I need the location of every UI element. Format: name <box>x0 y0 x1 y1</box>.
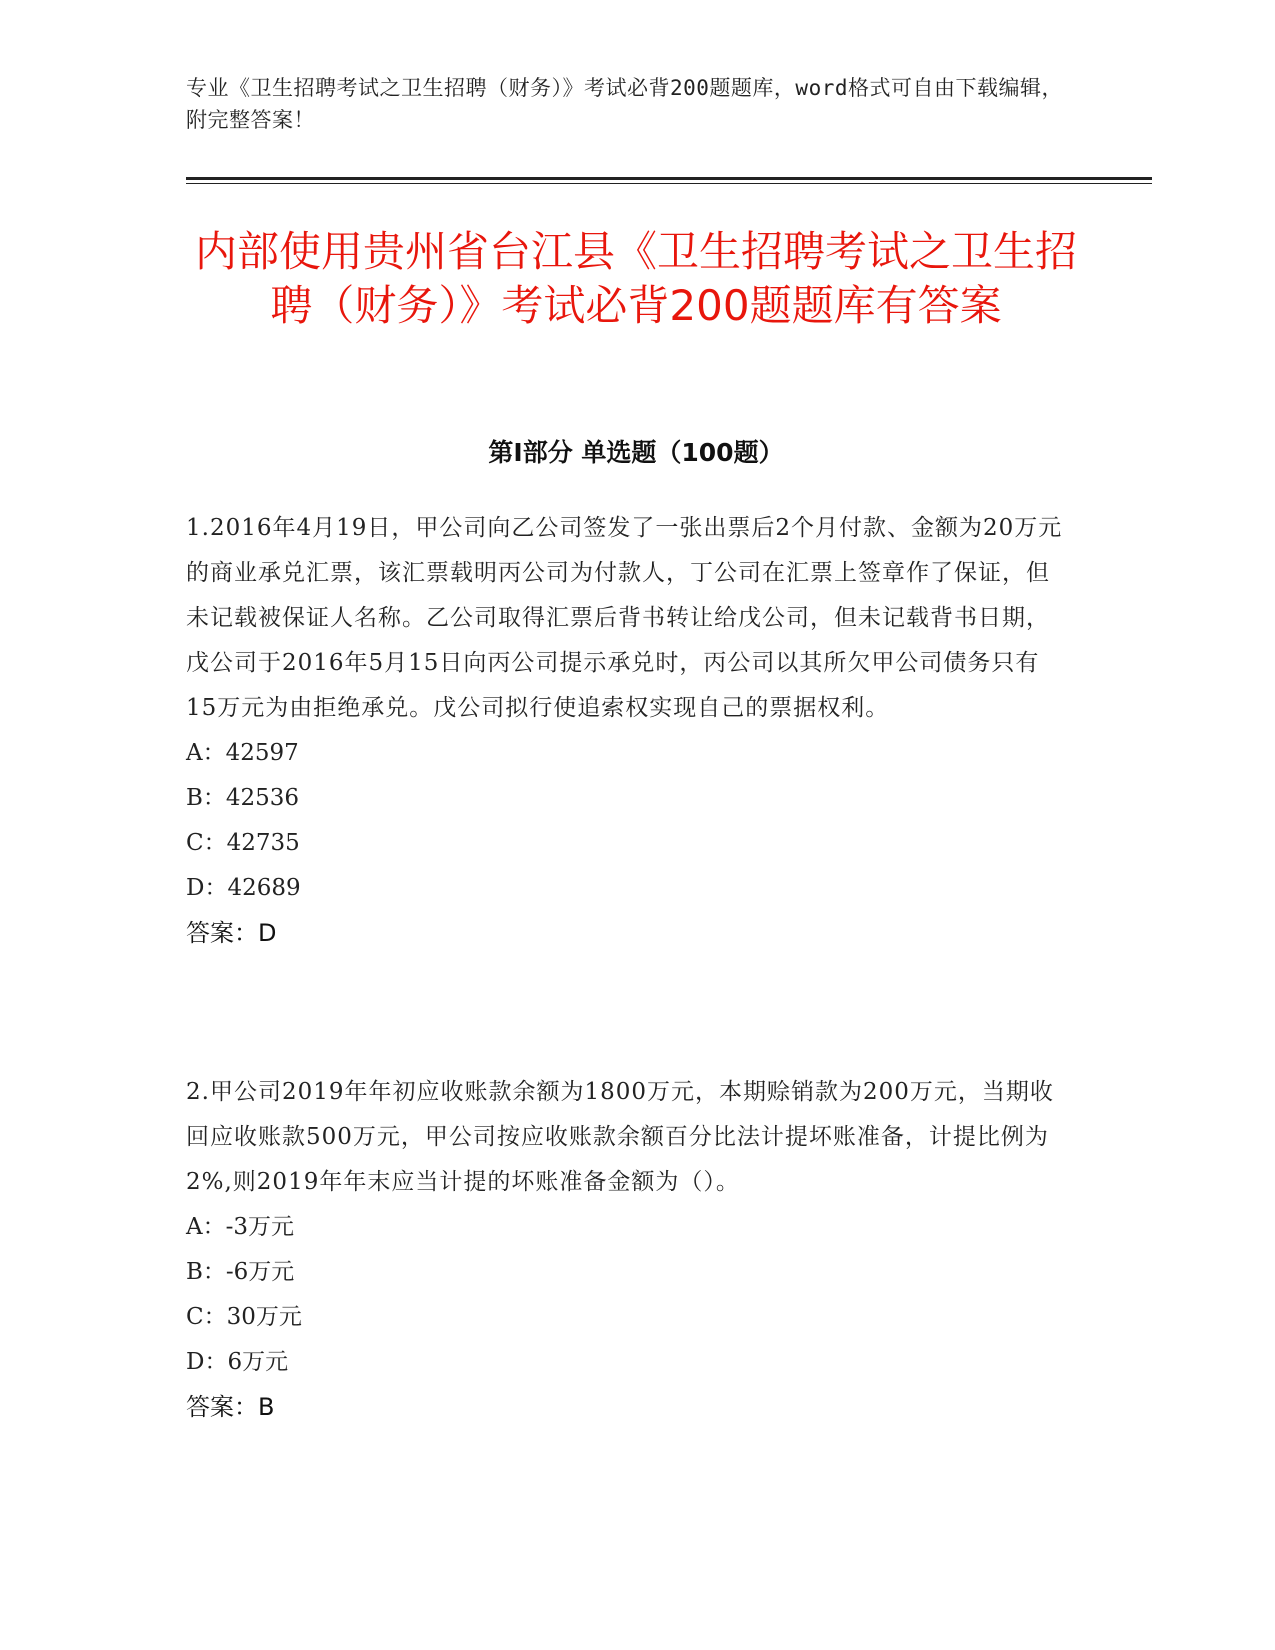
option-b: B：-6万元 <box>186 1259 295 1285</box>
question-1 <box>186 506 1066 956</box>
option-a: A：-3万元 <box>186 1214 295 1240</box>
document-title: 内部使用贵州省台江县《卫生招聘考试之卫生招聘（财务）》考试必背200题题库有答案 <box>194 227 1077 330</box>
header-rule-thick <box>186 177 1152 180</box>
option-a: A：42597 <box>186 740 299 766</box>
question-2 <box>186 1070 1066 1430</box>
option-c: C：30万元 <box>186 1304 302 1330</box>
option-d: D：42689 <box>186 875 301 901</box>
option-d: D：6万元 <box>186 1349 289 1375</box>
header-rule-thin <box>186 183 1152 184</box>
question-stem: 2.甲公司2019年年初应收账款余额为1800万元，本期赊销款为200万元，当期收回应收账款500万元，甲公司按应收账款余额百分比法计提坏账准备，计提比例为2%,则2019年年末应当计提的坏账准备金额为（）。 <box>186 1079 1054 1195</box>
option-c: C：42735 <box>186 830 300 856</box>
answer: 答案：B <box>186 1393 275 1421</box>
section-heading: 第I部分 单选题（100题） <box>488 438 784 467</box>
option-b: B：42536 <box>186 785 300 811</box>
header-note: 专业《卫生招聘考试之卫生招聘（财务）》考试必背200题题库，word格式可自由下载编辑，附完整答案！ <box>186 76 1063 132</box>
question-stem: 1.2016年4月19日，甲公司向乙公司签发了一张出票后2个月付款、金额为20万元的商业承兑汇票，该汇票载明丙公司为付款人，丁公司在汇票上签章作了保证，但未记载被保证人名称。乙公司取得汇票后背书转让给戊公司，但未记载背书日期，戊公司于2016年5月15日向丙公司提示承兑时，丙公司以其所欠甲公司债务只有15万元为由拒绝承兑。戊公司拟行使追索权实现自己的票据权利。 <box>186 515 1063 721</box>
answer: 答案：D <box>186 919 277 947</box>
